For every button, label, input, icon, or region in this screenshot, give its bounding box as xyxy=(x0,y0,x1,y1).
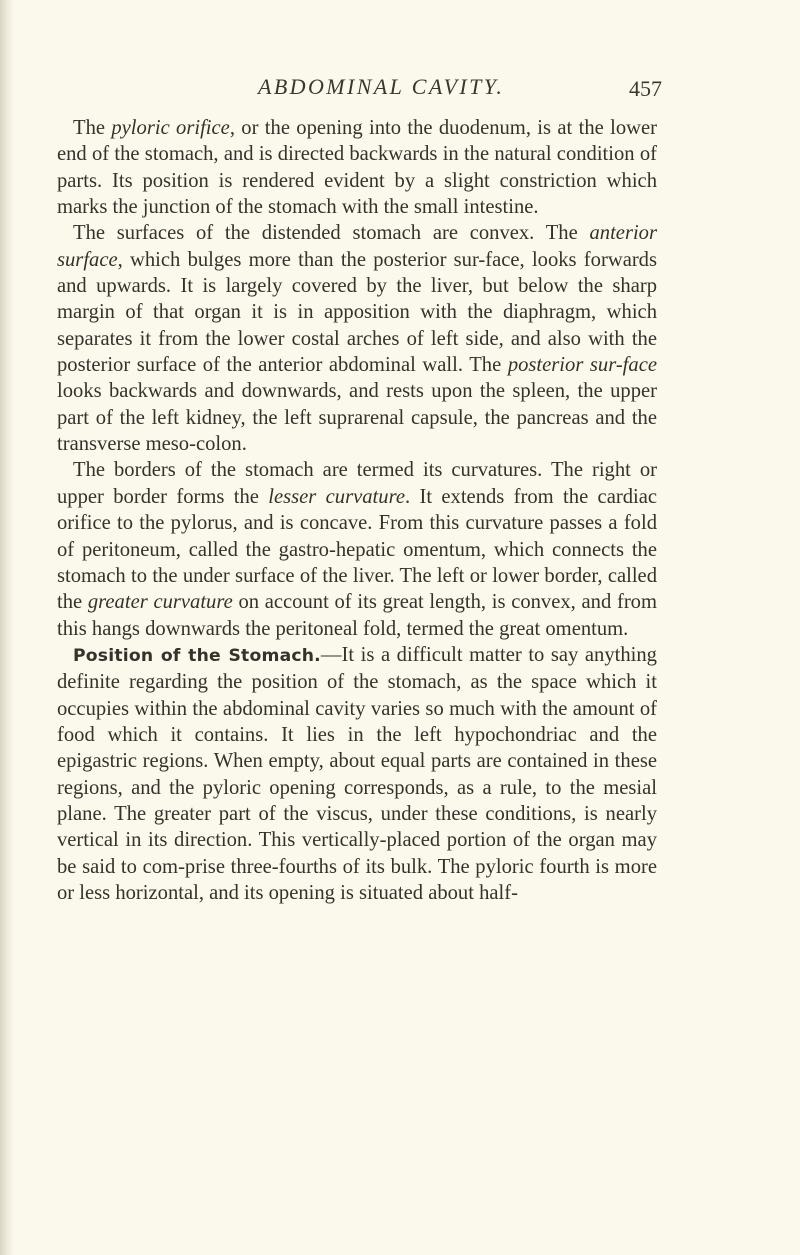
italic-term-greater-curvature: greater curvature xyxy=(87,591,233,614)
text-run: The surfaces of the distended stomach are convex. The xyxy=(73,222,590,245)
page-number: 457 xyxy=(629,76,662,101)
text-run: The borders of the stomach are termed its curvatures. The right or upper border forms the xyxy=(57,459,657,508)
text-run: on account of its great length, is convex, and from this hangs downwards the peritoneal fold, termed the great omentum. xyxy=(57,591,657,640)
text-run: The xyxy=(73,117,112,139)
paragraph-pyloric-orifice xyxy=(57,115,657,220)
text-run: . It extends from the cardiac orifice to the pylorus, and is concave. From this curvature passes a fold of peritoneum, called the gastro-hepatic omentum, which connects the stomach to the under surface of the liver. The left or lower border, called the xyxy=(57,485,657,614)
italic-term-pyloric-orifice: pyloric orifice xyxy=(111,117,230,139)
italic-term-anterior-surface: anterior surface xyxy=(57,222,657,271)
text-run: , or the opening into the duodenum, is at the lower end of the stomach, and is directed backwards in the natural condition of parts. Its position is rendered evident by a slight constriction which marks the junction of the stomach with the small intestine. xyxy=(57,117,657,219)
italic-term-lesser-curvature: lesser curvature xyxy=(268,485,405,508)
running-title: ABDOMINAL CAVITY. xyxy=(258,74,505,99)
body-text xyxy=(57,115,657,906)
text-run: —It is a difficult matter to say anything definite regarding the position of the stomach, as the space which it occupies within the abdominal cavity varies so much with the amount of food which it contains. It lies in the left hypochondriac and the epigastric regions. When empty, about equal parts are contained in these regions, and the pyloric opening corresponds, as a rule, to the mesial plane. The greater part of the viscus, under these conditions, is nearly vertical in its direction. This vertically-placed portion of the organ may be said to com-prise three-fourths of its bulk. The pyloric fourth is more or less horizontal, and its opening is situated about half- xyxy=(57,643,657,904)
text-run: looks backwards and downwards, and rests upon the spleen, the upper part of the left kidney, the left suprarenal capsule, the pancreas and the transverse meso-colon. xyxy=(57,380,657,456)
paragraph-surfaces xyxy=(57,220,657,457)
italic-term-posterior-surface: posterior sur-face xyxy=(507,354,657,377)
text-run: , which bulges more than the posterior sur-face, looks forwards and upwards. It is largely covered by the liver, but below the sharp margin of that organ it is in apposition with the diaphragm, which separates it from the lower costal arches of left side, and also with the posterior surface of the anterior abdominal wall. The xyxy=(57,248,657,377)
paragraph-position-of-stomach xyxy=(57,642,657,906)
paragraph-curvatures xyxy=(57,457,657,641)
section-heading: Position of the Stomach. xyxy=(73,645,321,666)
running-head xyxy=(0,74,800,106)
